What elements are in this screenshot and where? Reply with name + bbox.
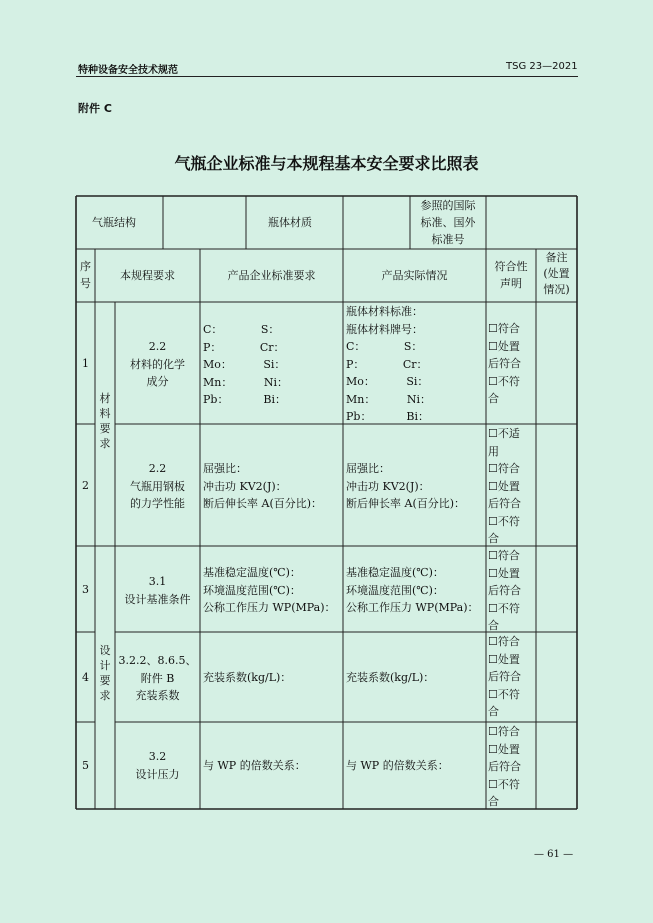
- row-3-enterprise: 基准稳定温度(℃)： 环境温度范围(℃)： 公称工作压力 WP(MPa)：: [203, 566, 336, 614]
- row-4-number: 4: [82, 671, 89, 684]
- row-2-enterprise: 屈强比： 冲击功 KV2(J)： 断后伸长率 A(百分比)：: [203, 462, 323, 510]
- running-header-right: TSG 23—2021: [506, 61, 578, 72]
- row-2-actual: 屈强比： 冲击功 KV2(J)： 断后伸长率 A(百分比)：: [346, 462, 466, 510]
- page-number: — 61 —: [534, 849, 574, 860]
- group-material-requirements: 材 料 要 求: [99, 392, 111, 450]
- row-1-actual: 瓶体材料标准： 瓶体材料牌号： C： S： P： Cr： Mo： Si： Mn： Ni： Pb： Bi：: [346, 305, 431, 423]
- running-header-left: 特种设备安全技术规范: [78, 65, 178, 76]
- row-5-requirement: 3.2 设计压力: [135, 750, 180, 781]
- row-4-enterprise: 充装系数(kg/L)：: [203, 671, 292, 684]
- structure-label: 气瓶结构: [92, 216, 136, 229]
- header-conformity: 符合性 声明: [494, 260, 528, 290]
- row-4-conformity: ☐符合 ☐处置 后符合 ☐不符 合: [488, 635, 521, 718]
- header-enterprise: 产品企业标准要求: [227, 269, 316, 282]
- row-5-conformity: ☐符合 ☐处置 后符合 ☐不符 合: [488, 725, 521, 808]
- header-actual: 产品实际情况: [381, 269, 448, 282]
- row-3-actual: 基准稳定温度(℃)： 环境温度范围(℃)： 公称工作压力 WP(MPa)：: [346, 566, 479, 614]
- row-3-requirement: 3.1 设计基准条件: [124, 575, 191, 606]
- row-1-requirement: 2.2 材料的化学 成分: [130, 340, 185, 388]
- row-2-requirement: 2.2 气瓶用钢板 的力学性能: [130, 462, 185, 510]
- header-requirement: 本规程要求: [120, 269, 175, 282]
- group-design-requirements: 设 计 要 求: [99, 644, 111, 702]
- row-5-actual: 与 WP 的倍数关系：: [346, 759, 449, 772]
- header-seq: 序 号: [80, 260, 91, 290]
- row-2-number: 2: [82, 479, 89, 492]
- row-5-enterprise: 与 WP 的倍数关系：: [203, 759, 306, 772]
- row-3-number: 3: [82, 583, 89, 596]
- reference-standard-label: 参照的国际 标准、国外 标准号: [420, 199, 476, 246]
- row-1-enterprise: C： S： P： Cr： Mo： Si： Mn： Ni： Pb： Bi：: [203, 323, 288, 406]
- row-4-actual: 充装系数(kg/L)：: [346, 671, 435, 684]
- row-4-requirement: 3.2.2、8.6.5、 附件 B 充装系数: [118, 654, 197, 702]
- row-1-conformity: ☐符合 ☐处置 后符合 ☐不符 合: [488, 322, 521, 405]
- material-label: 瓶体材质: [268, 216, 312, 229]
- page-title: 气瓶企业标准与本规程基本安全要求比照表: [174, 154, 479, 173]
- row-5-number: 5: [82, 759, 89, 772]
- header-rule: [76, 76, 578, 77]
- row-2-conformity: ☐不适 用 ☐符合 ☐处置 后符合 ☐不符 合: [488, 427, 521, 545]
- appendix-label: 附件 C: [78, 102, 112, 115]
- row-3-conformity: ☐符合 ☐处置 后符合 ☐不符 合: [488, 549, 521, 632]
- header-remark: 备注 (处置 情况): [543, 251, 570, 296]
- row-1-number: 1: [82, 357, 89, 370]
